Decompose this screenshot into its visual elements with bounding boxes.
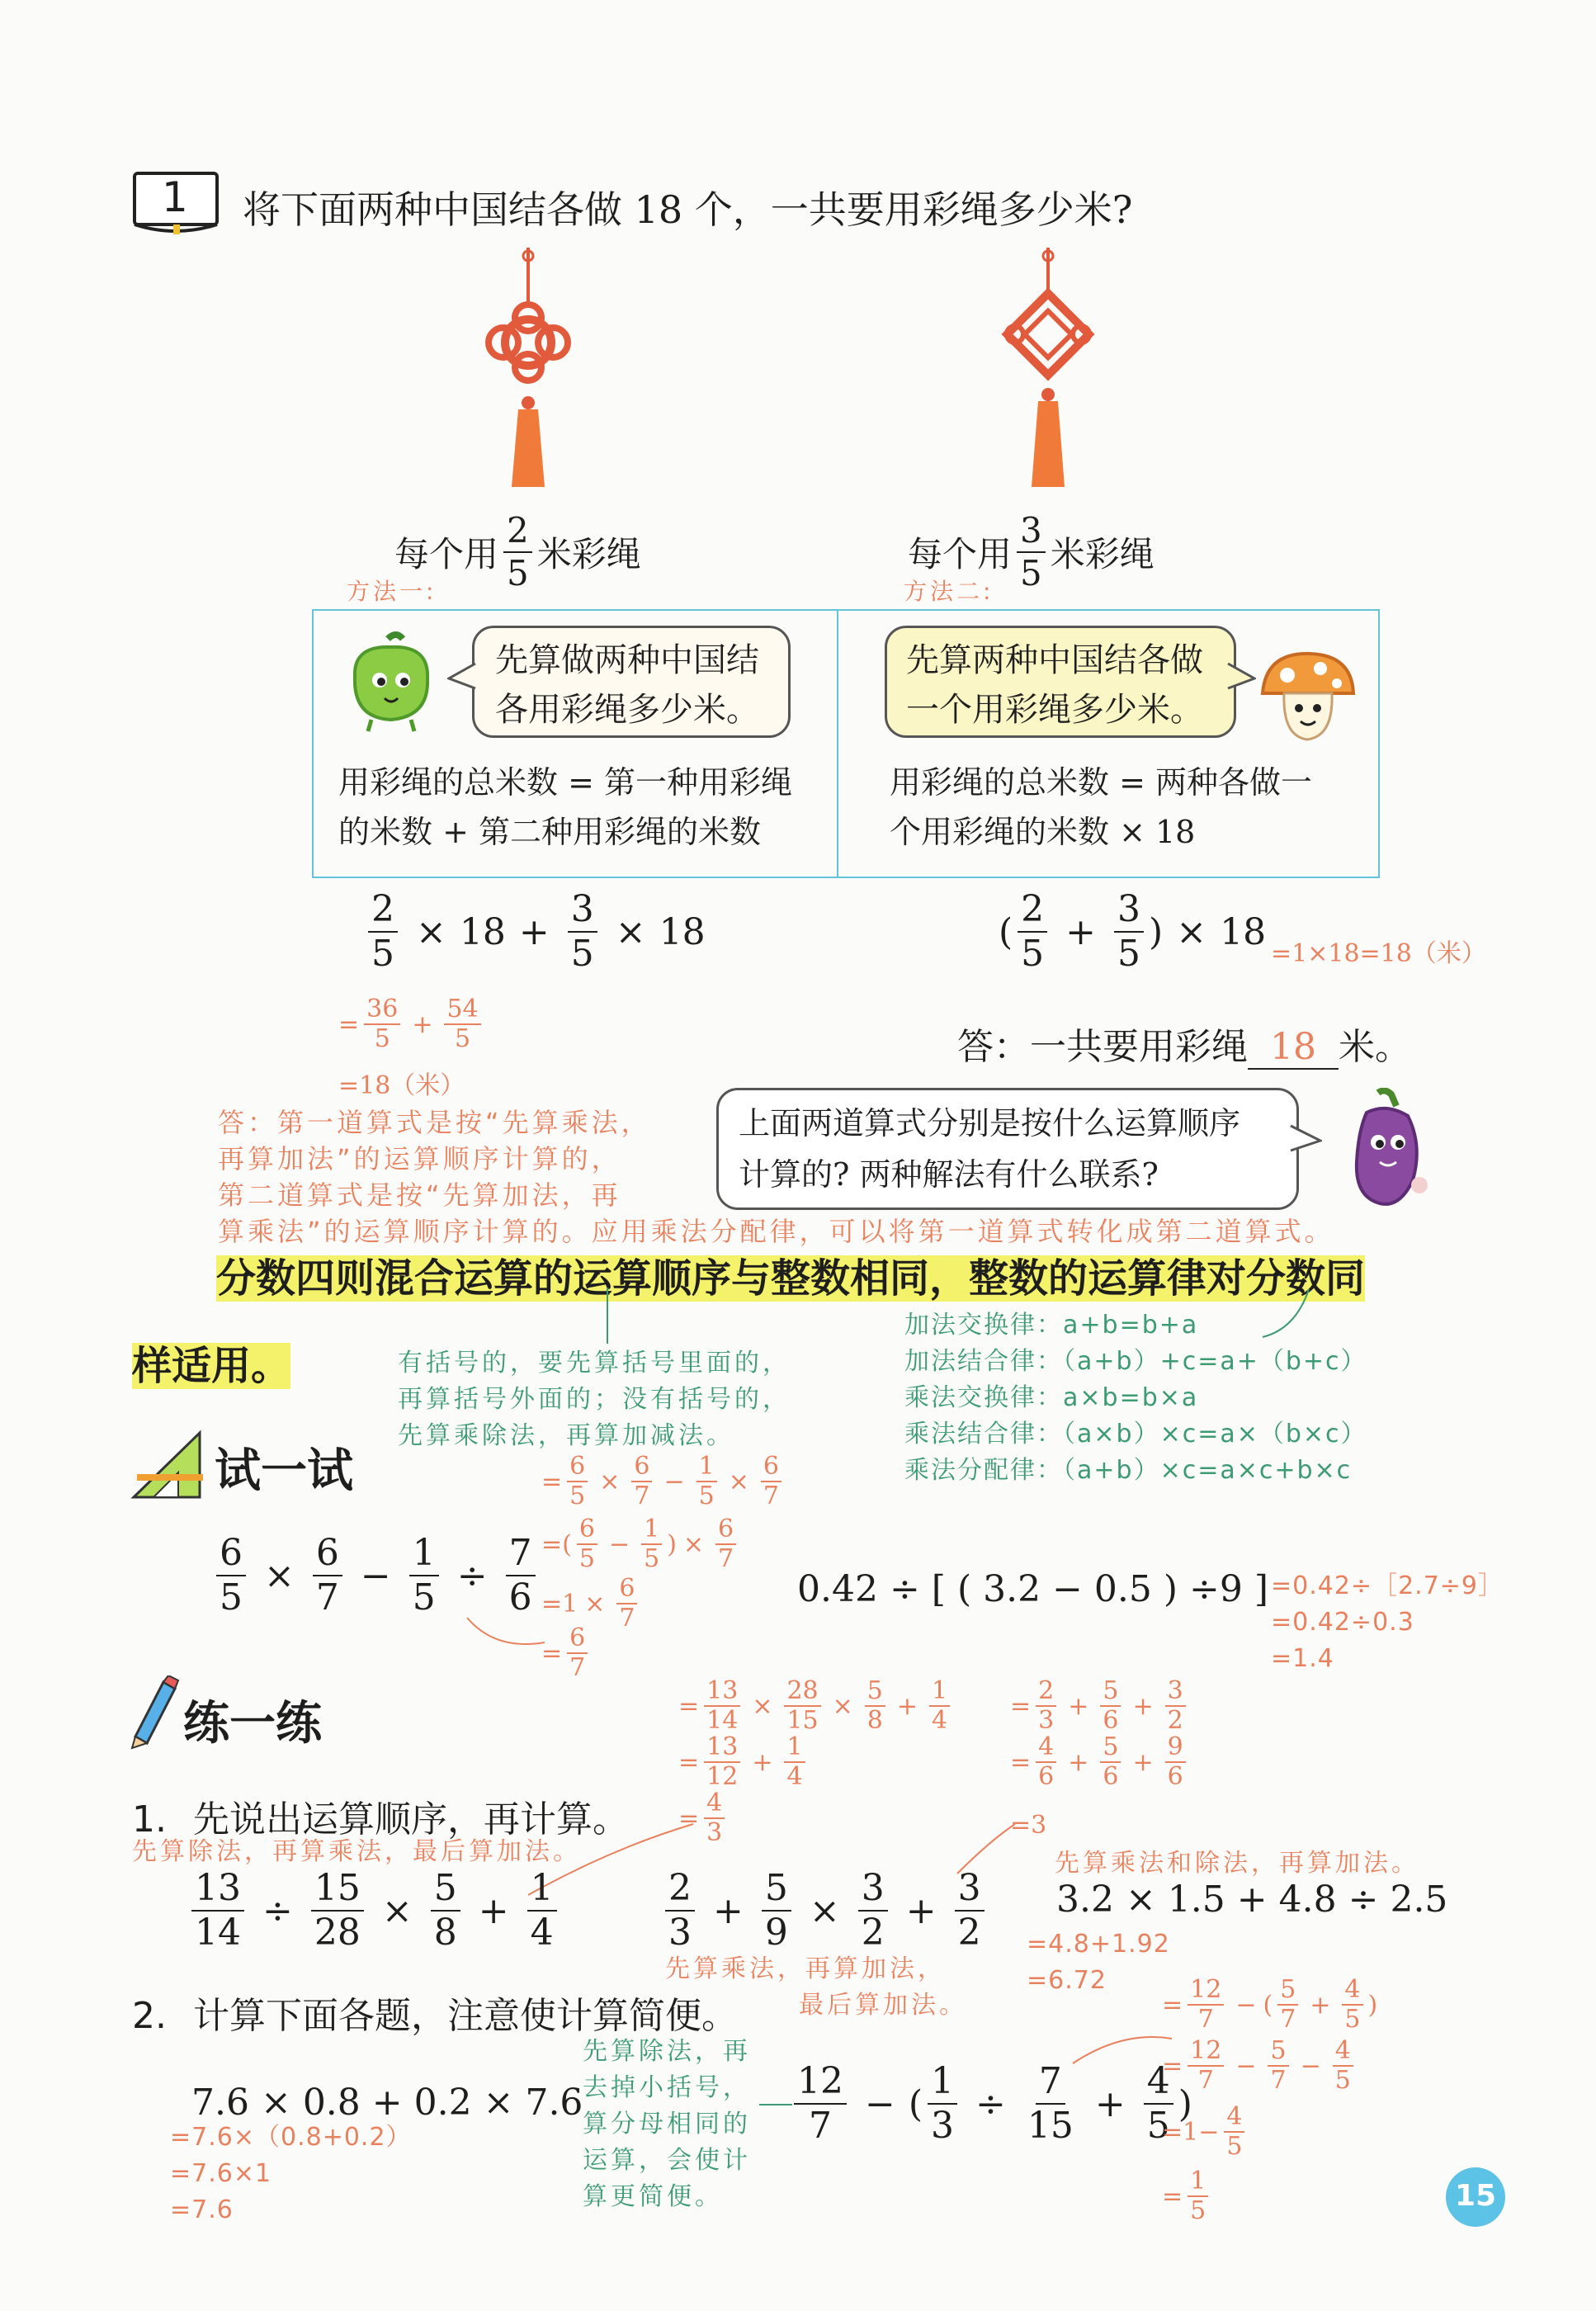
text-line: 用彩绳的总米数 = 两种各做一 [890,764,1312,801]
text-line: 个用彩绳的米数 × 18 [890,814,1196,850]
try-problem-1: $\frac{6}{5}$ × $\frac{6}{7}$ − $\frac{1}{5}$ ÷ $\frac{7}{6}$ [211,1535,541,1616]
bubble-line: 先算做两种中国结 [495,641,759,679]
work-line: =7.6×（0.8+0.2） [170,2123,412,2152]
item-text: 先说出运算顺序，再计算。 [192,1798,629,1841]
e5-work-2: = $\frac{12}{7}$ − $\frac{5}{7}$ − $\frac{4}{5}$ [1162,2039,1358,2093]
note-line: 最后算加法。 [799,1991,967,2020]
e1-order-note: 先算除法，再算乘法，最后算加法。 [132,1837,581,1866]
e2-work-2: = $\frac{4}{6}$ + $\frac{5}{6}$ + $\frac{9}{6}$ [1010,1735,1191,1789]
work-line: =7.6 [170,2195,234,2224]
e5-work-3: =1− $\frac{4}{5}$ [1162,2105,1249,2159]
question-title: 将下面两种中国结各做 18 个，一共要用彩绳多少米? [243,187,1133,232]
law-line: 乘法结合律：（a×b）×c=a×（b×c） [904,1420,1367,1449]
knot-2-label: 每个用 $\frac{3}{5}$ 米彩绳 [908,510,1155,593]
method-1-expression: $\frac{2}{5}$ × 18 + $\frac{3}{5}$ × 18 [363,891,706,972]
conclusion-line-2: 样适用。 [132,1343,291,1389]
try-1-work-2: = ( $\frac{6}{5}$ − $\frac{1}{5}$ ) × $\frac{6}{7}$ [541,1517,741,1571]
conclusion-line-1: 分数四则混合运算的运算顺序与整数相同，整数的运算律对分数同 [216,1255,1366,1302]
answer-line: 答：第一道算式是按“先算乘法， [218,1107,651,1138]
try-problem-2: 0.42 ÷ [ ( 3.2 − 0.5 ) ÷9 ] [797,1568,1269,1610]
note-line: 先算乘法，再算加法， [665,1954,946,1983]
method-2-work: =1×18=18（米） [1271,939,1486,968]
e3-work [1027,1926,1170,1999]
try-1-work-4: = $\frac{6}{7}$ [541,1626,593,1680]
e5-work-1: = $\frac{12}{7}$ − ( $\frac{5}{7}$ + $\frac{4}{5}$ ) [1162,1975,1378,2034]
answer-line: 第二道算式是按“先算加法，再 [218,1179,621,1211]
page-number: 15 [1454,2179,1497,2213]
e5-work-4: = $\frac{1}{5}$ [1162,2169,1213,2224]
method-2-expression: ( $\frac{2}{5}$ + $\frac{3}{5}$ ) × 18 [999,888,1267,975]
e1-work-1: = $\frac{13}{14}$ × $\frac{28}{15}$ × $\frac{5}{8}$ + $\frac{1}{4}$ [678,1679,955,1733]
practice-expression-4: 7.6 × 0.8 + 0.2 × 7.6 [191,2082,583,2124]
work-line: =7.6×1 [170,2159,272,2188]
text-line: 用彩绳的总米数 = 第一种用彩绳 [338,764,792,801]
e3-order-note: 先算乘法和除法，再算加法。 [1055,1849,1419,1878]
work-line: =6.72 [1027,1966,1107,1995]
method-1-tag: 方法一: [347,578,437,605]
practice-expression-1: $\frac{13}{14}$ ÷ $\frac{15}{28}$ × $\frac{5}{8}$ + $\frac{1}{4}$ [187,1870,562,1951]
pencil-icon [124,1675,182,1750]
try-1-work-3: =1 × $\frac{6}{7}$ [541,1576,642,1631]
note-line: 有括号的，要先算括号里面的， [398,1349,791,1378]
practice-expression-2: $\frac{2}{3}$ + $\frac{5}{9}$ × $\frac{3}{2}$ + $\frac{3}{2}$ [660,1870,989,1951]
question-number: 1 [162,173,188,221]
bubble-line: 上面两道算式分别是按什么运算顺序 [739,1105,1241,1141]
answer-prefix: 答：一共要用彩绳 [957,1026,1248,1068]
method-1-work-1: = $\frac{36}{5}$ + $\frac{54}{5}$ [338,997,486,1052]
law-line: 加法交换律：a+b=b+a [904,1311,1199,1340]
answer-line: 算乘法”的运算顺序计算的。应用乘法分配律，可以将第一道算式转化成第二道算式。 [218,1216,1334,1247]
practice-item-2 [132,1986,738,2039]
item-number: 2. [132,1995,167,2037]
note-line: 运算，会使计 [583,2146,751,2175]
item-text: 计算下面各题，注意使计算简便。 [192,1995,738,2037]
work-line: =0.42÷［2.7÷9］ [1271,1571,1504,1600]
note-line: 先算除法，再 [583,2037,751,2066]
answer-suffix: 米。 [1339,1026,1411,1068]
practice-expression-3: 3.2 × 1.5 + 4.8 ÷ 2.5 [1056,1879,1448,1921]
bubble-line: 计算的? 两种解法有什么联系? [739,1156,1159,1193]
text-line: 的米数 + 第二种用彩绳的米数 [338,814,761,850]
practice-section-title: 练一练 [183,1697,322,1751]
knot-1-label: 每个用 $\frac{2}{5}$ 米彩绳 [394,510,641,593]
method-1-work-2: =18（米） [338,1071,465,1100]
try-section-title: 试一试 [215,1444,353,1498]
law-line: 加法结合律：（a+b）+c=a+（b+c） [904,1347,1367,1376]
method-2-tag: 方法二: [904,578,994,605]
answer-line: 再算加法”的运算顺序计算的， [218,1143,621,1174]
note-line: 算更简便。 [583,2182,723,2211]
e2-work-3: =3 [1010,1811,1047,1840]
answer-blank: 18 [1248,1026,1339,1070]
law-line: 乘法分配律：（a+b）×c=a×c+b×c [904,1456,1353,1485]
bubble-line: 一个用彩绳多少米。 [906,691,1203,729]
try-1-work-1: = $\frac{6}{5}$ × $\frac{6}{7}$ − $\frac{1}{5}$ × $\frac{6}{7}$ [541,1454,786,1509]
triangle-ruler-icon [129,1428,211,1502]
note-line: 算分母相同的 [583,2110,751,2139]
note-line: 去掉小括号， [583,2073,751,2102]
note-line: 先算乘除法，再算加减法。 [398,1421,734,1450]
item-number: 1. [132,1798,167,1841]
bubble-line: 先算两种中国结各做 [906,641,1203,679]
e2-work-1: = $\frac{2}{3}$ + $\frac{5}{6}$ + $\frac{3}{2}$ [1010,1679,1191,1733]
work-line: =0.42÷0.3 [1271,1608,1414,1637]
e1-work-3: = $\frac{4}{3}$ [678,1791,730,1845]
e4-work [170,2120,412,2228]
work-line: =1.4 [1271,1644,1334,1673]
try-2-work [1271,1568,1504,1677]
bubble-line: 各用彩绳多少米。 [495,691,759,729]
note-line: 再算括号外面的；没有括号的， [398,1385,791,1414]
law-line: 乘法交换律：a×b=b×a [904,1383,1199,1412]
e1-work-2: = $\frac{13}{12}$ + $\frac{1}{4}$ [678,1735,810,1789]
e5-note [583,2034,751,2215]
work-line: =4.8+1.92 [1027,1930,1170,1959]
practice-expression-5: $\frac{12}{7}$ − ( $\frac{1}{3}$ ÷ $\frac{7}{15}$ + $\frac{4}{5}$ ) [789,2063,1192,2144]
